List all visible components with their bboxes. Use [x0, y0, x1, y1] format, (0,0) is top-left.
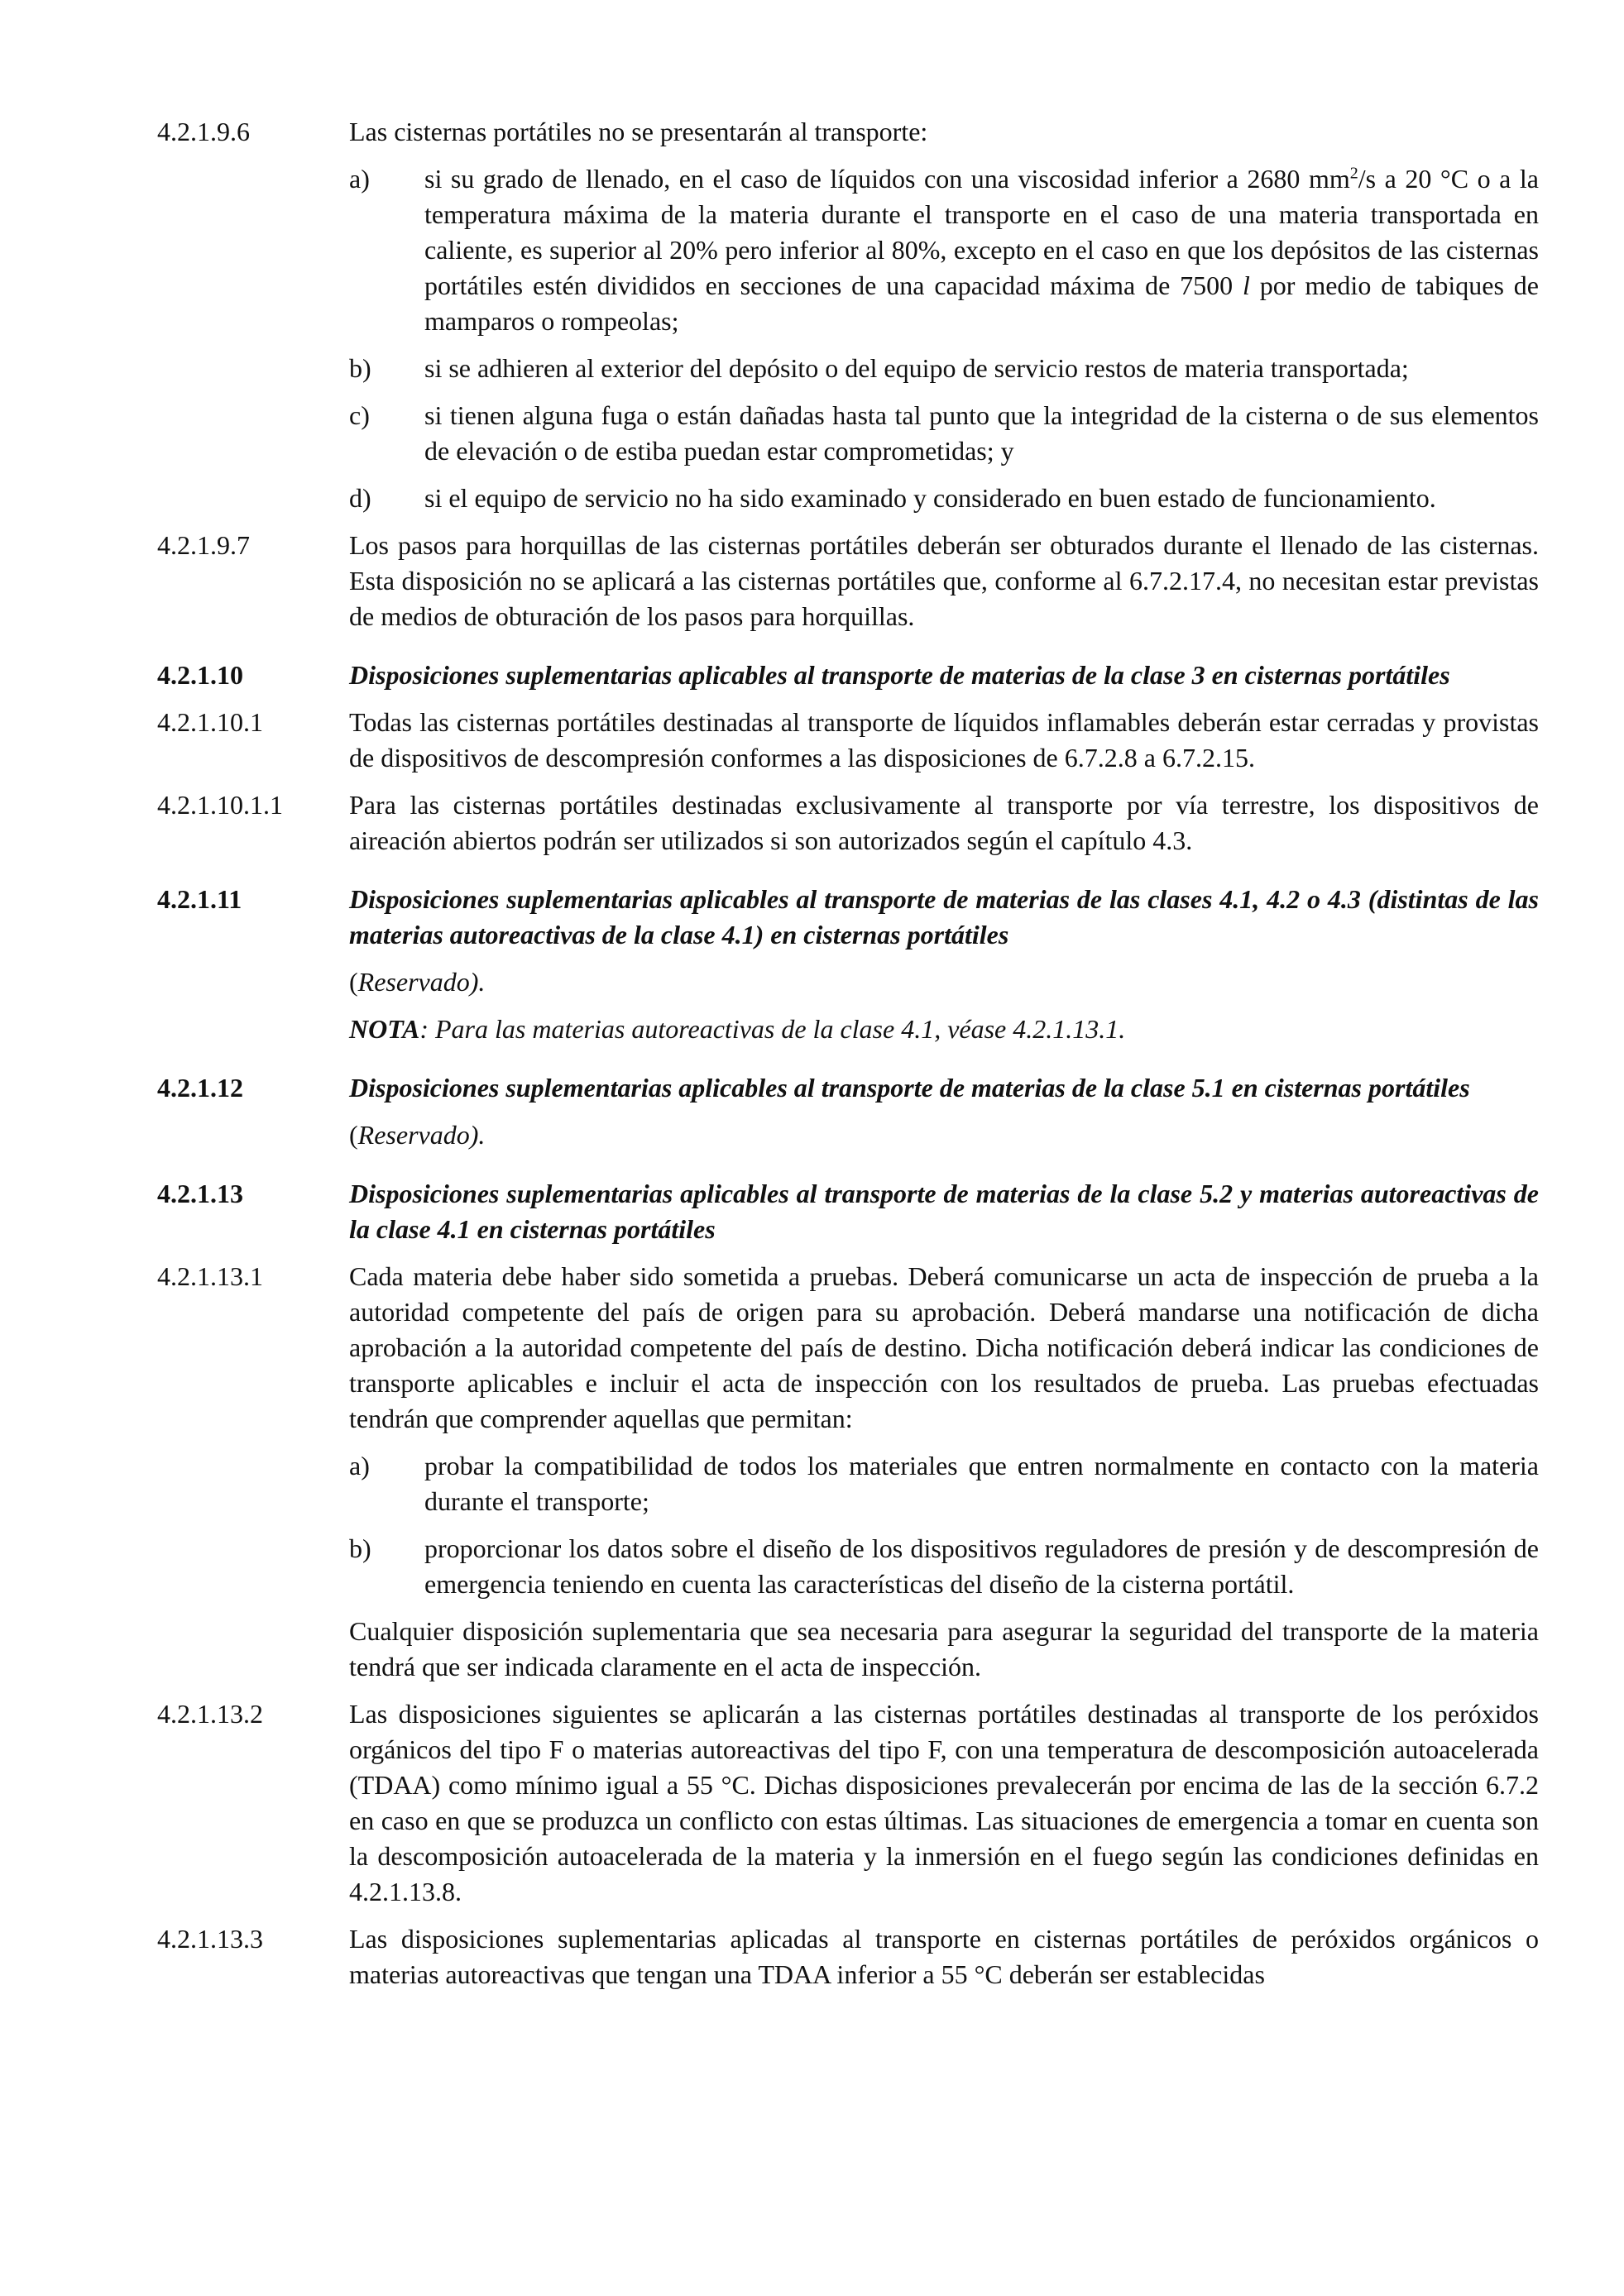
section-heading: Disposiciones suplementarias aplicables al transporte de materias de la clase 5.2 y materias autoreactivas de la clase 4.1 en cisternas portátiles — [349, 1179, 1539, 1244]
paragraph-text: Todas las cisternas portátiles destinadas al transporte de líquidos inflamables deberán estar cerradas y provistas de dispositivos de descompresión conformes a las disposiciones de 6.7.2.8 a 6.7.2.15. — [349, 707, 1539, 773]
list-4-2-1-13-1 — [349, 1448, 1539, 1602]
section-heading: Disposiciones suplementarias aplicables al transporte de materias de la clase 3 en cisternas portátiles — [349, 660, 1450, 690]
section-number: 4.2.1.10.1.1 — [157, 790, 283, 820]
reserved-note: (Reservado). — [349, 1120, 486, 1150]
section-4-2-1-10 — [157, 658, 1539, 693]
section-heading: Disposiciones suplementarias aplicables al transporte de materias de la clase 5.1 en cisternas portátiles — [349, 1073, 1470, 1103]
section-4-2-1-12 — [157, 1070, 1539, 1106]
list-item — [349, 398, 1539, 469]
paragraph-text: Las disposiciones suplementarias aplicadas al transporte en cisternas portátiles de peróxidos orgánicos o materias autoreactivas que tengan una TDAA inferior a 55 °C deberán ser establecidas — [349, 1924, 1539, 1989]
section-number: 4.2.1.12 — [157, 1073, 243, 1103]
section-number: 4.2.1.13.2 — [157, 1699, 263, 1729]
list-item — [349, 351, 1539, 386]
section-number: 4.2.1.11 — [157, 884, 242, 914]
list-item-letter: c) — [349, 400, 370, 430]
section-4-2-1-13 — [157, 1176, 1539, 1247]
section-number: 4.2.1.10 — [157, 660, 243, 690]
note-label: NOTA — [349, 1014, 420, 1044]
document-page — [157, 114, 1539, 1992]
section-number: 4.2.1.13 — [157, 1179, 243, 1208]
paragraph-text: Cada materia debe haber sido sometida a pruebas. Deberá comunicarse un acta de inspección de prueba a la autoridad competente del país de origen para su aprobación. Deberá mandarse una notificación de dicha aprobación a la autoridad competente del país de destino. Dicha notificación deberá indicar las condiciones de transporte aplicables e incluir el acta de inspección con los resultados de prueba. Las pruebas efectuadas tendrán que comprender aquellas que permitan: — [349, 1261, 1539, 1433]
section-number: 4.2.1.13.3 — [157, 1924, 263, 1954]
reserved-note: (Reservado). — [349, 967, 486, 997]
section-heading: Disposiciones suplementarias aplicables al transporte de materias de las clases 4.1, 4.2 o 4.3 (distintas de las materias autoreactivas de la clase 4.1) en cisternas portátiles — [349, 884, 1539, 949]
section-number: 4.2.1.9.6 — [157, 117, 250, 146]
list-item — [349, 481, 1539, 516]
paragraph-text: Los pasos para horquillas de las cisternas portátiles deberán ser obturados durante el llenado de las cisternas. Esta disposición no se aplicará a las cisternas portátiles que, conforme al 6.7.2.17.4, no necesitan estar previstas de medios de obturación de los pasos para horquillas. — [349, 530, 1539, 631]
list-item-letter: a) — [349, 1451, 370, 1480]
list-item-letter: a) — [349, 164, 370, 194]
list-4-2-1-9-6 — [349, 161, 1539, 516]
section-4-2-1-10-1 — [157, 705, 1539, 776]
list-item-letter: b) — [349, 1533, 371, 1563]
section-4-2-1-9-7 — [157, 528, 1539, 634]
section-4-2-1-13-1 — [157, 1259, 1539, 1437]
section-4-2-1-10-1-1 — [157, 787, 1539, 859]
list-item — [349, 1448, 1539, 1519]
section-number: 4.2.1.9.7 — [157, 530, 250, 560]
list-item-letter: d) — [349, 483, 371, 513]
paragraph-text: Las disposiciones siguientes se aplicarán a las cisternas portátiles destinadas al transporte de los peróxidos orgánicos del tipo F o materias autoreactivas del tipo F, con una temperatura de descomposición autoacelerada (TDAA) como mínimo igual a 55 °C. Dichas disposiciones prevalecerán por encima de las de la sección 6.7.2 en caso en que se produzca un conflicto con estas últimas. Las situaciones de emergencia a tomar en cuenta son la descomposición autoacelerada de la materia y la inmersión en el fuego según las condiciones definidas en 4.2.1.13.8. — [349, 1699, 1539, 1906]
paragraph-text: Cualquier disposición suplementaria que sea necesaria para asegurar la seguridad del transporte de la materia tendrá que ser indicada claramente en el acta de inspección. — [349, 1616, 1539, 1681]
section-4-2-1-9-6 — [157, 114, 1539, 150]
section-4-2-1-11 — [157, 882, 1539, 953]
section-4-2-1-13-3 — [157, 1921, 1539, 1992]
section-4-2-1-13-2 — [157, 1696, 1539, 1910]
section-number: 4.2.1.10.1 — [157, 707, 263, 737]
list-item — [349, 161, 1539, 339]
list-item-text: proporcionar los datos sobre el diseño de los dispositivos reguladores de presión y de descompresión de emergencia teniendo en cuenta las características del diseño de la cisterna portátil. — [424, 1533, 1539, 1599]
paragraph-text: Las cisternas portátiles no se presentarán al transporte: — [349, 117, 928, 146]
paragraph-text: Para las cisternas portátiles destinadas exclusivamente al transporte por vía terrestre, los dispositivos de aireación abiertos podrán ser utilizados si son autorizados según el capítulo 4.3. — [349, 790, 1539, 855]
list-item-text: si se adhieren al exterior del depósito o del equipo de servicio restos de materia transportada; — [424, 353, 1409, 383]
list-item — [349, 1531, 1539, 1602]
list-item-text: probar la compatibilidad de todos los materiales que entren normalmente en contacto con la materia durante el transporte; — [424, 1451, 1539, 1516]
list-item-text: si su grado de llenado, en el caso de líquidos con una viscosidad inferior a 2680 $mm^2/s$ a 20 °C o a la temperatura máxima de la materia durante el transporte en el caso de una materia transportada en caliente, es superior al 20% pero inferior al 80%, excepto en el caso en que los depósitos de las cisternas portátiles estén divididos en secciones de una capacidad máxima de 7500 l por medio de tabiques de mamparos o rompeolas; — [424, 164, 1540, 336]
section-number: 4.2.1.13.1 — [157, 1261, 263, 1291]
list-item-text: si el equipo de servicio no ha sido examinado y considerado en buen estado de funcionamiento. — [424, 483, 1436, 513]
note-paragraph: NOTA: Para las materias autoreactivas de la clase 4.1, véase 4.2.1.13.1. — [349, 1014, 1126, 1044]
list-item-text: si tienen alguna fuga o están dañadas hasta tal punto que la integridad de la cisterna o de sus elementos de elevación o de estiba puedan estar comprometidas; y — [424, 400, 1539, 466]
list-item-letter: b) — [349, 353, 371, 383]
